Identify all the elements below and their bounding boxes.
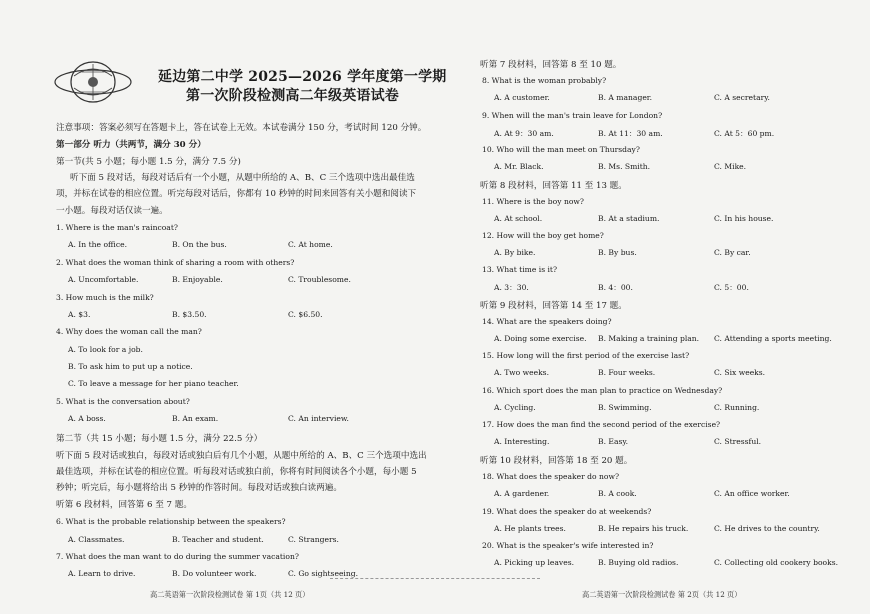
question-12: 12. How will the boy get home?	[482, 231, 604, 240]
q16-option-b: B. Swimming.	[598, 403, 652, 412]
q14-option-b: B. Making a training plan.	[598, 334, 700, 343]
q7-option-a: A. Learn to drive.	[68, 569, 136, 578]
question-1: 1. Where is the man's raincoat?	[56, 223, 178, 232]
question-13: 13. What time is it?	[482, 265, 558, 274]
question-2: 2. What does the woman think of sharing a room with others?	[56, 258, 295, 267]
q8-option-b: B. A manager.	[598, 93, 653, 102]
question-11: 11. Where is the boy now?	[482, 197, 584, 206]
q18-option-b: B. A cook.	[598, 489, 637, 498]
q10-option-a: A. Mr. Black.	[494, 162, 544, 171]
question-10: 10. Who will the man meet on Thursday?	[482, 145, 640, 154]
section1-instr-line3: 一小题。每段对话仅读一遍。	[56, 206, 168, 216]
q19-option-a: A. He plants trees.	[494, 524, 566, 533]
q2-option-c: C. Troublesome.	[288, 275, 351, 284]
material-7-note: 听第 7 段材料，回答第 8 至 10 题。	[480, 60, 622, 70]
q1-option-b: B. On the bus.	[172, 240, 227, 249]
q18-option-a: A. A gardener.	[494, 489, 550, 498]
notice: 注意事项：答案必须写在答题卡上，答在试卷上无效。本试卷满分 150 分，考试时间 120 分钟。	[56, 123, 427, 133]
q13-option-a: A. 3：30.	[494, 283, 529, 292]
q16-option-a: A. Cycling.	[494, 403, 536, 412]
q11-option-c: C. In his house.	[714, 214, 774, 223]
question-15: 15. How long will the first period of the exercise last?	[482, 351, 690, 360]
question-9: 9. When will the man's train leave for London?	[482, 111, 663, 120]
q12-option-b: B. By bus.	[598, 248, 637, 257]
section2-instr-line2: 最佳选项，并标在试卷的相应位置。听每段对话或独白前，你将有时间阅读各个小题，每小题 5	[56, 467, 417, 477]
q2-option-b: B. Enjoyable.	[172, 275, 223, 284]
q6-option-c: C. Strangers.	[288, 535, 339, 544]
q4-option-b: B. To ask him to put up a notice.	[68, 362, 193, 371]
q4-option-c: C. To leave a message for her piano teacher.	[68, 379, 239, 388]
question-14: 14. What are the speakers doing?	[482, 317, 612, 326]
q6-option-b: B. Teacher and student.	[172, 535, 264, 544]
footer-page-1: 高二英语第一次阶段检测试卷 第 1页（共 12 页）	[150, 590, 310, 599]
question-3: 3. How much is the milk?	[56, 293, 154, 302]
q12-option-c: C. By car.	[714, 248, 751, 257]
q19-option-c: C. He drives to the country.	[714, 524, 820, 533]
question-5: 5. What is the conversation about?	[56, 397, 190, 406]
q17-option-a: A. Interesting.	[494, 437, 550, 446]
q7-option-b: B. Do volunteer work.	[172, 569, 257, 578]
q6-option-a: A. Classmates.	[68, 535, 125, 544]
q3-option-c: C. $6.50.	[288, 310, 323, 319]
q3-option-b: B. $3.50.	[172, 310, 207, 319]
q20-option-a: A. Picking up leaves.	[494, 558, 575, 567]
q1-option-c: C. At home.	[288, 240, 333, 249]
q9-option-b: B. At 11：30 am.	[598, 129, 663, 138]
q5-option-c: C. An interview.	[288, 414, 349, 423]
question-17: 17. How does the man find the second period of the exercise?	[482, 420, 721, 429]
school-seal-icon	[52, 58, 134, 106]
q13-option-c: C. 5：00.	[714, 283, 749, 292]
q14-option-c: C. Attending a sports meeting.	[714, 334, 832, 343]
section2-instr-line3: 秒钟；听完后，每小题将给出 5 秒钟的作答时间。每段对话或独白读两遍。	[56, 483, 342, 493]
q11-option-a: A. At school.	[494, 214, 543, 223]
section1-heading: 第一节(共 5 小题；每小题 1.5 分，满分 7.5 分)	[56, 157, 241, 167]
q10-option-b: B. Ms. Smith.	[598, 162, 651, 171]
q14-option-a: A. Doing some exercise.	[494, 334, 587, 343]
q5-option-a: A. A boss.	[68, 414, 106, 423]
q16-option-c: C. Running.	[714, 403, 760, 412]
section1-instr-line2: 项，并标在试卷的相应位置。听完每段对话后，你都有 10 秒钟的时间来回答有关小题和阅读下	[56, 189, 417, 199]
question-16: 16. Which sport does the man plan to practice on Wednesday?	[482, 386, 723, 395]
q1-option-a: A. In the office.	[68, 240, 128, 249]
material-10-note: 听第 10 段材料，回答第 18 至 20 题。	[480, 456, 633, 466]
material-9-note: 听第 9 段材料，回答第 14 至 17 题。	[480, 301, 627, 311]
q5-option-b: B. An exam.	[172, 414, 219, 423]
section2-heading: 第二节（共 15 小题；每小题 1.5 分，满分 22.5 分）	[56, 434, 263, 444]
q7-option-c: C. Go sightseeing.	[288, 569, 359, 578]
footer-page-2: 高二英语第一次阶段检测试卷 第 2页（共 12 页）	[582, 590, 742, 599]
q18-option-c: C. An office worker.	[714, 489, 790, 498]
question-4: 4. Why does the woman call the man?	[56, 327, 202, 336]
q13-option-b: B. 4：00.	[598, 283, 633, 292]
q17-option-c: C. Stressful.	[714, 437, 762, 446]
q8-option-c: C. A secretary.	[714, 93, 770, 102]
section2-instr-line1: 听下面 5 段对话或独白，每段对话或独白后有几个小题，从题中所给的 A、B、C 三个选项中选出	[56, 451, 427, 461]
material-8-note: 听第 8 段材料，回答第 11 至 13 题。	[480, 181, 627, 191]
question-6: 6. What is the probable relationship between the speakers?	[56, 517, 286, 526]
q15-option-b: B. Four weeks.	[598, 368, 656, 377]
q10-option-c: C. Mike.	[714, 162, 747, 171]
material-6-note: 听第 6 段材料，回答第 6 至 7 题。	[56, 500, 192, 510]
question-18: 18. What does the speaker do now?	[482, 472, 620, 481]
q9-option-a: A. At 9：30 am.	[494, 129, 554, 138]
q20-option-c: C. Collecting old cookery books.	[714, 558, 839, 567]
question-7: 7. What does the man want to do during the summer vacation?	[56, 552, 299, 561]
exam-title-line1: 延边第二中学 2025—2026 学年度第一学期	[158, 69, 447, 85]
exam-title-line2: 第一次阶段检测高二年级英语试卷	[186, 88, 399, 104]
question-19: 19. What does the speaker do at weekends?	[482, 507, 652, 516]
q11-option-b: B. At a stadium.	[598, 214, 660, 223]
q15-option-a: A. Two weeks.	[494, 368, 549, 377]
section1-instr-line1: 听下面 5 段对话，每段对话后有一个小题，从题中所给的 A、B、C 三个选项中选出最佳选	[70, 173, 415, 183]
q8-option-a: A. A customer.	[494, 93, 550, 102]
q19-option-b: B. He repairs his truck.	[598, 524, 689, 533]
q3-option-a: A. $3.	[68, 310, 91, 319]
part1-heading: 第一部分 听力（共两节，满分 30 分）	[56, 140, 206, 150]
q4-option-a: A. To look for a job.	[68, 345, 143, 354]
page-right	[450, 0, 870, 614]
question-8: 8. What is the woman probably?	[482, 76, 607, 85]
q17-option-b: B. Easy.	[598, 437, 629, 446]
q15-option-c: C. Six weeks.	[714, 368, 766, 377]
q2-option-a: A. Uncomfortable.	[68, 275, 139, 284]
q9-option-c: C. At 5：60 pm.	[714, 129, 775, 138]
q12-option-a: A. By bike.	[494, 248, 536, 257]
q20-option-b: B. Buying old radios.	[598, 558, 679, 567]
question-20: 20. What is the speaker's wife interested in?	[482, 541, 654, 550]
